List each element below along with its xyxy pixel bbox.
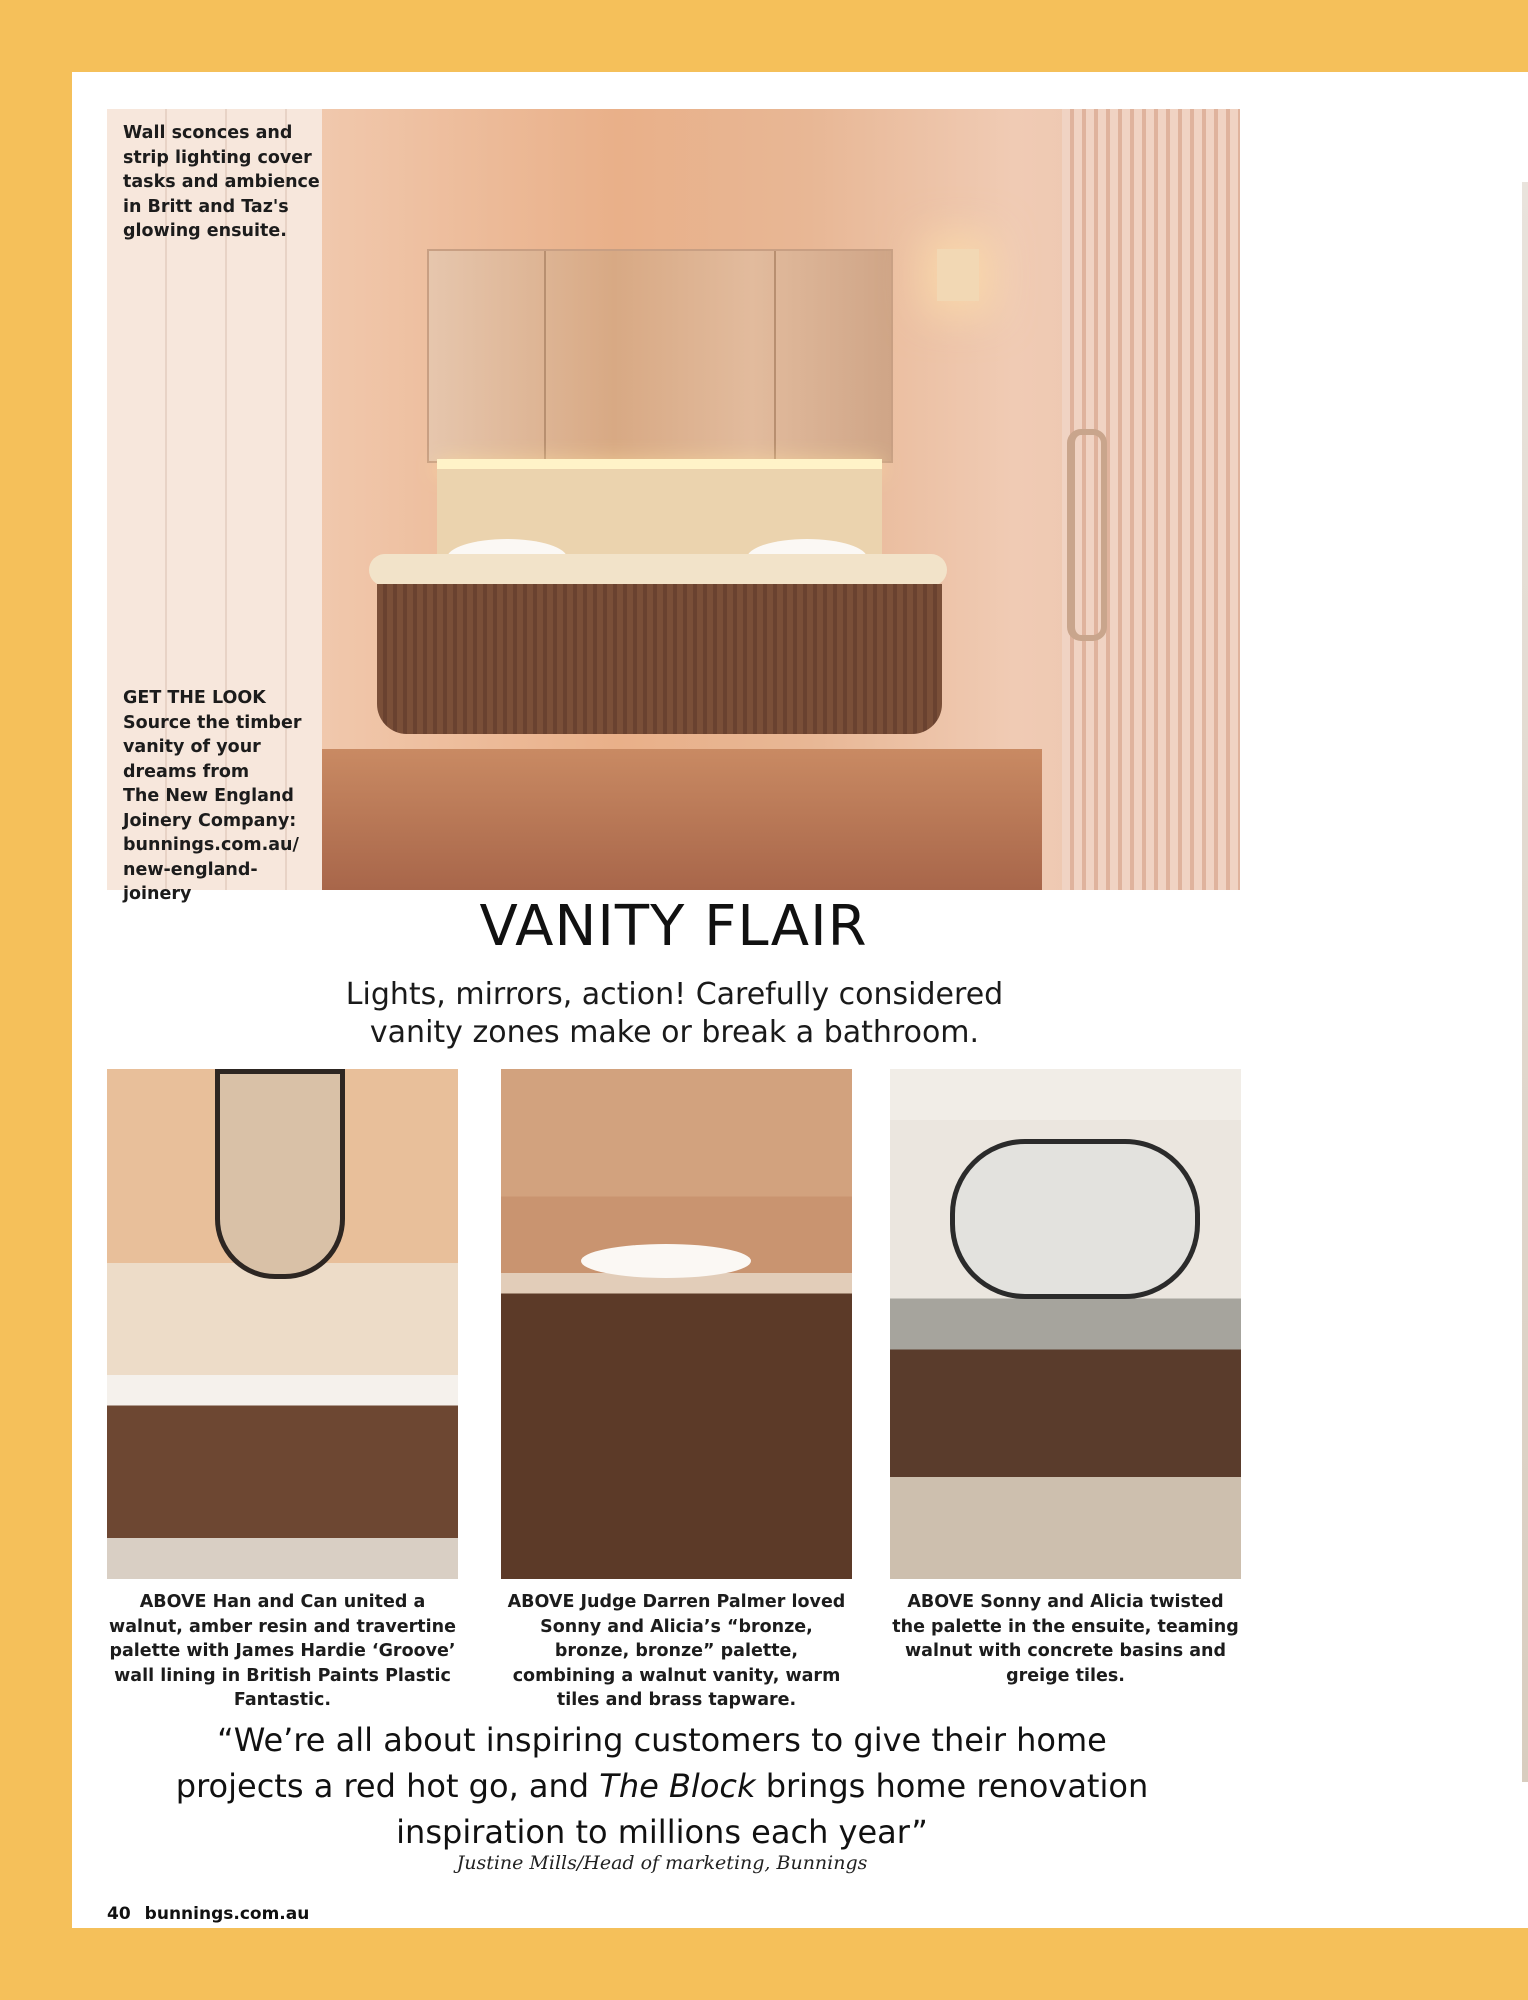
timber-vanity <box>377 584 942 734</box>
headline: VANITY FLAIR <box>479 894 868 959</box>
get-the-look-line: The New England <box>123 786 294 806</box>
basin <box>581 1244 751 1278</box>
website-link[interactable]: bunnings.com.au <box>144 1904 310 1924</box>
hero-photo <box>107 109 1240 904</box>
get-the-look-line: vanity of your <box>123 737 261 757</box>
pill-mirror <box>215 1069 345 1279</box>
get-the-look-line: Joinery Company: <box>123 810 297 831</box>
quote-text-2: brings home renovation inspiration to millions each year” <box>396 1767 1149 1851</box>
gallery-caption-1: ABOVE Han and Can united a walnut, amber resin and travertine palette with James Hardie ‘Groove’ wall lining in British Paints Plastic Fantastic. <box>109 1592 456 1710</box>
quote-attribution: Justine Mills/Head of marketing, Bunnings <box>456 1852 868 1874</box>
gallery-caption-3: ABOVE Sonny and Alicia twisted the palette in the ensuite, teaming walnut with concrete basins and greige tiles. <box>892 1592 1239 1686</box>
facing-page-edge <box>1522 182 1528 1782</box>
gallery-photo-1 <box>107 1069 458 1579</box>
get-the-look-caption <box>123 686 323 907</box>
mirror-cabinet <box>427 249 893 463</box>
get-the-look-link: bunnings.com.au/ <box>123 835 299 855</box>
wall-sconce <box>937 249 979 301</box>
get-the-look-link: new-england-joinery <box>123 859 258 904</box>
strip-light <box>437 459 882 469</box>
standfirst: Lights, mirrors, action! Carefully considered vanity zones make or break a bathroom. <box>345 977 1004 1050</box>
quote-italic: The Block <box>599 1767 756 1805</box>
vanity-top <box>369 554 947 586</box>
get-the-look-line: Source the timber <box>123 712 302 733</box>
page-footer <box>107 1904 309 1924</box>
get-the-look-line: dreams from <box>123 761 250 782</box>
oval-mirror <box>950 1139 1200 1299</box>
magazine-page <box>72 72 1528 1928</box>
gallery-photo-2 <box>501 1069 852 1579</box>
page-number: 40 <box>107 1904 131 1924</box>
quote-text-1: “We’re all about inspiring customers to give their home projects a red hot go, and <box>175 1721 1107 1805</box>
hero-caption: Wall sconces and strip lighting cover tasks and ambience in Britt and Taz's glowing ensuite. <box>123 123 320 241</box>
gallery-photo-3 <box>890 1069 1241 1579</box>
pull-quote <box>162 1717 1162 1855</box>
gallery-caption-2: ABOVE Judge Darren Palmer loved Sonny and Alicia’s “bronze, bronze, bronze” palette, combining a walnut vanity, warm tiles and brass tapware. <box>507 1592 846 1710</box>
get-the-look-line: GET THE LOOK <box>123 688 266 708</box>
tiled-floor <box>322 749 1042 890</box>
shower-handle <box>1067 429 1107 641</box>
